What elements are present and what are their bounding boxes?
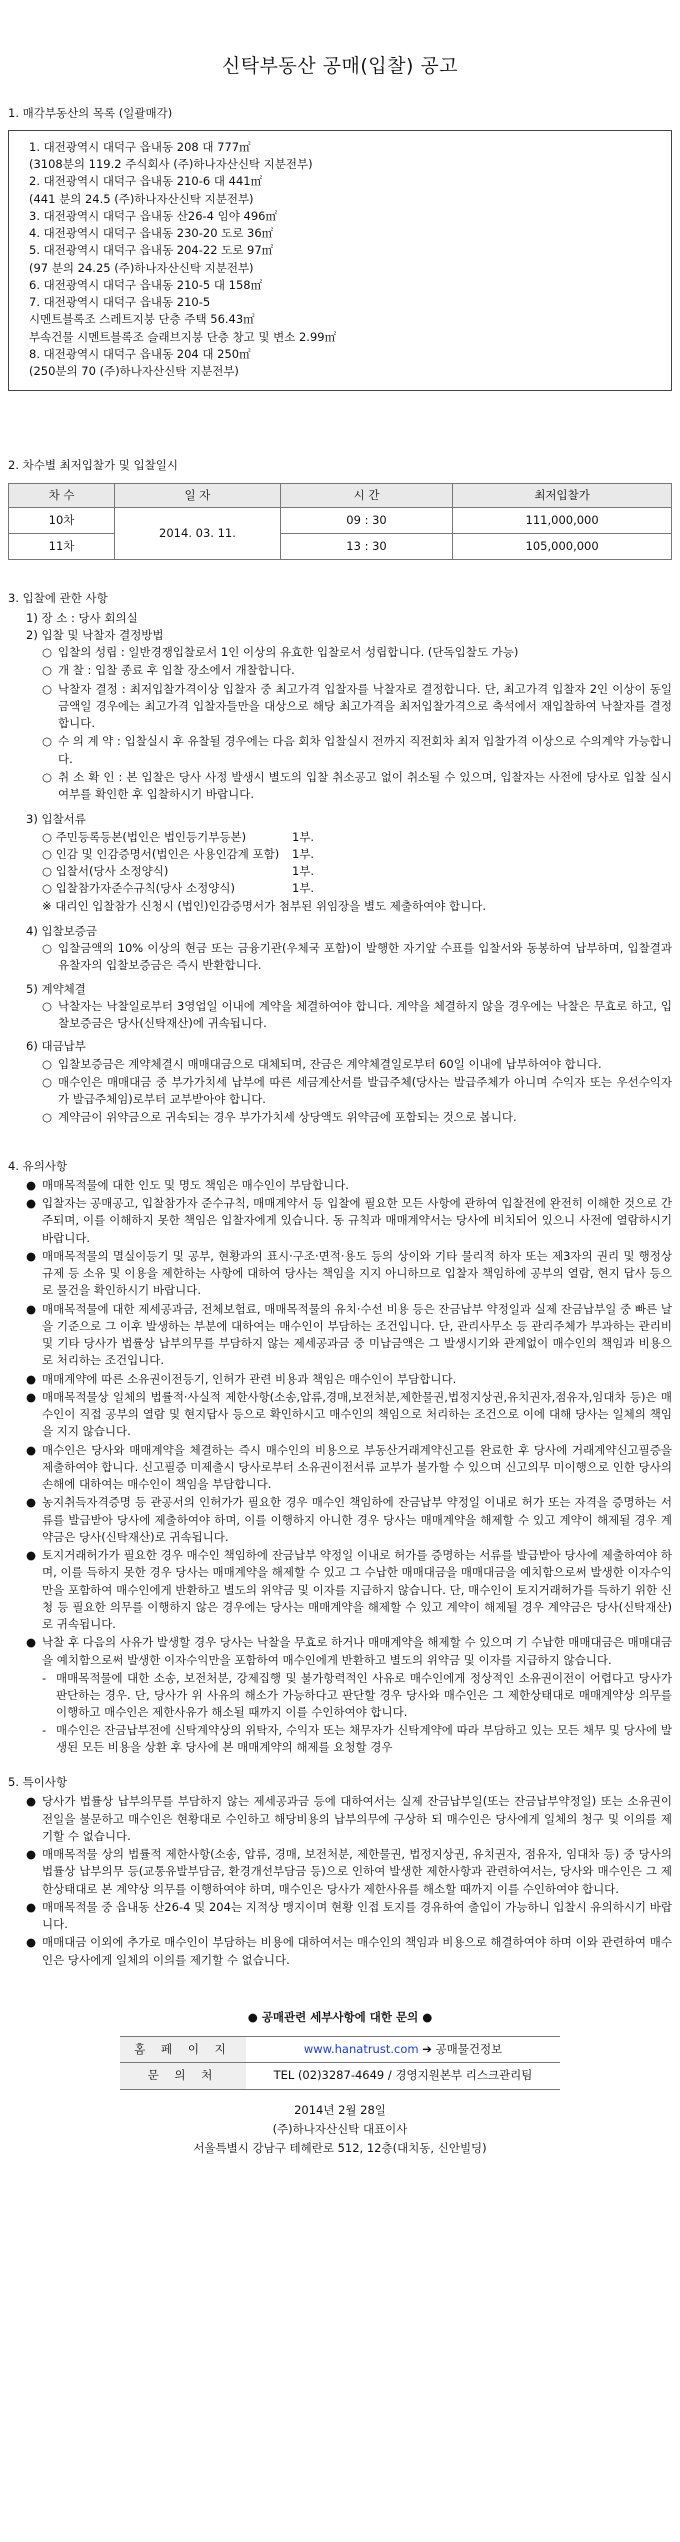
col-header-min-price: 최저입찰가 <box>453 483 672 507</box>
bid-doc-item: ○ 주민등록등본(법인은 법인등기부등본) 1부. <box>42 829 672 846</box>
special-item: ● 매매목적물 상의 법률적 제한사항(소송, 압류, 경매, 보전처분, 제한물권, 법정지상권, 유치권자, 점유자, 임대차 등) 중 당사의 법률상 납부의무 등(교통유발부담금, 환경개선부담금 등)으로 인하여 발생한 제한사항과 관련하여서는, 당사와 매수인은 그 제한상태대로 본 계약상 의무를 이행하여야 하며, 매수인은 당사가 제한사유를 해소할 때까지 이를 수인하여야 합니다. <box>26 1847 672 1896</box>
bid-method-heading: 2) 입찰 및 낙찰자 결정방법 <box>26 627 164 642</box>
bid-doc-item: ○ 입찰서(당사 소정양식) 1부. <box>42 863 672 880</box>
arrow-right-icon: ➔ <box>422 2042 432 2056</box>
special-item: ● 매매목적물 중 읍내동 산26-4 및 204는 지적상 맹지이며 현황 인접 토지를 경유하여 출입이 가능하니 입찰시 유의하시기 바랍니다. <box>26 1899 672 1931</box>
property-line: 2. 대전광역시 대덕구 읍내동 210-6 대 441㎡ <box>29 174 263 189</box>
payment-item: ○ 입찰보증금은 계약체결시 매매대금으로 대체되며, 잔금은 계약체결일로부터 60일 이내에 납부하여야 합니다. <box>42 1056 602 1071</box>
price-cell: 105,000,000 <box>453 534 672 560</box>
company-address: 서울특별시 강남구 테헤란로 512, 12층(대치동, 신안빌딩) <box>193 2141 487 2155</box>
caution-item: ● 농지취득자격증명 등 관공서의 인허가가 필요한 경우 매수인 책임하에 잔금납부 약정일 이내로 허가 또는 자격을 증명하는 서류를 발급받아 당사에 제출하여야 하며, 이를 이행하지 아니한 경우 당사는 매매계약을 해제할 수 있고 계약이 해제될 경우 계약금은 당사(신탁재산)로 귀속됩니다. <box>26 1495 672 1544</box>
homepage-label: 홈 페 이 지 <box>120 2037 246 2063</box>
property-line: (3108분의 119.2 주식회사 (주)하나자산신탁 지분전부) <box>29 157 313 171</box>
bid-method-item: ○ 개 찰 : 입찰 종료 후 입찰 장소에서 개찰합니다. <box>42 663 295 678</box>
homepage-value <box>246 2037 560 2063</box>
caution-item: ● 매매목적물에 대한 제세공과금, 전체보험료, 매매목적물의 유치·수선 비용 등은 잔금납부 약정일과 실제 잔금납부일 중 빠른 날을 기준으로 그 이후 발생하는 부분에 대하여는 매수인이 부담하는 조건입니다. 단, 관리사무소 등 관리주체가 부과하는 관리비 및 기타 당사가 법률상 납부의무를 부담하지 않는 제세공과금 중 미납금액은 그 발생시기와 관계없이 매수인의 책임과 비용으로 처리하는 조건입니다. <box>26 1301 672 1368</box>
bid-doc-item: ○ 입찰참가자준수규칙(당사 소정양식) 1부. <box>42 880 672 897</box>
caution-item: ● 매매목적물상 일체의 법률적·사실적 제한사항(소송,압류,경매,보전처분,제한물권,법정지상권,유치권자,점유자,임대차 등)은 매수인이 직접 공부의 열람 및 현지답사 등으로 확인하시고 매수인의 책임으로 처리하는 조건으로 이에 대해 당사는 일체의 책임을 지지 않습니다. <box>26 1389 672 1439</box>
caution-item: ● 매매목적물에 대한 인도 및 명도 책임은 매수인이 부담합니다. <box>26 1177 349 1192</box>
deposit-heading: 4) 입찰보증금 <box>26 923 98 938</box>
round-cell: 10차 <box>9 507 115 533</box>
bid-method-item: ○ 낙찰자 결정 : 최저입찰가격이상 입찰자 중 최고가격 입찰자를 낙찰자로 결정합니다. 단, 최고가격 입찰자 2인 이상이 동일금액일 경우에는 최고가격 입찰자들만을 대상으로 해당 최고가격을 최저입찰가격으로 축석에서 재입찰하여 낙찰자를 결정합니다. <box>42 681 672 730</box>
section3-heading: 3. 입찰에 관한 사항 <box>8 591 108 606</box>
section1-heading: 1. 매각부동산의 목록 (일괄매각) <box>8 105 173 120</box>
property-line: 5. 대전광역시 대덕구 읍내동 204-22 도로 97㎡ <box>29 243 274 258</box>
section4-heading: 4. 유의사항 <box>8 1158 68 1173</box>
property-line: (441 분의 24.5 (주)하나자산신탁 지분전부) <box>29 191 254 206</box>
bid-method-item: ○ 입찰의 성립 : 일반경쟁입찰로서 1인 이상의 유효한 입찰로서 성립합니다. (단독입찰도 가능) <box>42 645 519 659</box>
property-line: 6. 대전광역시 대덕구 읍내동 210-5 대 158㎡ <box>29 277 263 292</box>
bid-doc-item: ○ 인감 및 인감증명서(법인은 사용인감계 포함) 1부. <box>42 846 672 863</box>
price-cell: 111,000,000 <box>453 507 672 533</box>
notice-date: 2014년 2월 28일 <box>294 2102 386 2117</box>
special-item: ● 매매대금 이외에 추가로 매수인이 부담하는 비용에 대하여서는 매수인의 책임과 비용으로 해결하여야 하며 이와 관련하여 매수인은 당사에게 일체의 이의를 제기할 수 없습니다. <box>26 1935 672 1967</box>
col-header-date: 일 자 <box>115 483 281 507</box>
property-line: 7. 대전광역시 대덕구 읍내동 210-5 <box>29 295 211 309</box>
contact-value: TEL (02)3287-4649 / 경영지원본부 리스크관리팀 <box>246 2063 560 2089</box>
bid-place: 1) 장 소 : 당사 회의실 <box>26 610 138 625</box>
payment-heading: 6) 대금납부 <box>26 1039 86 1054</box>
table-row <box>9 534 672 560</box>
caution-sub-item: - 매수인은 잔금납부전에 신탁계약상의 위탁자, 수익자 또는 채무자가 신탁계약에 따라 부담하고 있는 모든 채무 및 당사에 발생된 모든 비용을 상환 후 당사에 본 매매계약의 해제를 요청할 경우 <box>42 1722 672 1754</box>
deposit-item: ○ 입찰금액의 10% 이상의 현금 또는 금융기관(우체국 포함)이 발행한 자기앞 수표를 입찰서와 동봉하여 납부하며, 입찰결과 유찰자의 입찰보증금은 즉시 반환합니다. <box>42 941 672 973</box>
section2-heading: 2. 차수별 최저입찰가 및 입찰일시 <box>8 458 179 473</box>
table-row <box>9 507 672 533</box>
caution-item: ● 매수인은 당사와 매매계약을 체결하는 즉시 매수인의 비용으로 부동산거래계약신고를 완료한 후 당사에 거래계약신고필증을 제출하여야 합니다. 신고필증 미제출시 당사로부터 소유권이전서류 교부가 불가할 수 있으며 신고의무 미이행으로 인한 당사의 손해에 대하여는 매수인이 책임을 부담합니다. <box>26 1442 672 1491</box>
caution-item: ● 입찰자는 공매공고, 입찰참가자 준수규칙, 매매계약서 등 입찰에 필요한 모든 사항에 관하여 입찰전에 완전히 이해한 것으로 간주되며, 이를 이해하지 못한 책임은 입찰자에게 있습니다. 동 규칙과 매매계약서는 당사에 비치되어 있으니 사전에 열람하시기 바랍니다. <box>26 1196 672 1245</box>
caution-item: ● 토지거래허가가 필요한 경우 매수인 책임하에 잔금납부 약정일 이내로 허가를 증명하는 서류를 발급받아 당사에 제출하여야 하며, 이를 득하지 못한 경우 당사는 매매계약을 해제할 수 있고 그 수납한 매매대금을 매매대금을 예치함으로써 발생한 이자수익만을 포함하여 매수인에게 반환하고 별도의 위약금 및 이자를 지급하지 않습니다. 단, 매수인이 토지거래허가를 득하기 위한 신청 등 필요한 의무를 이행하지 않은 경우에는 당사는 매매계약을 해제할 수 있고 계약이 해제될 경우 계약금은 당사(신탁재산)로 귀속됩니다. <box>26 1548 672 1631</box>
col-header-time: 시 간 <box>280 483 452 507</box>
caution-item: ● 매매목적물의 멸실이등기 및 공부, 현황과의 표시·구조·면적·용도 등의 상이와 기타 물리적 하자 또는 제3자의 권리 및 행정상 규제 등 소유 및 이용을 제한하는 사항에 대하여 당사는 책임을 지지 아니하므로 입찰자 책임하에 공부의 열람, 현지 답사 등으로 물건을 확인하시기 바랍니다. <box>26 1248 672 1298</box>
inquiry-heading: ● 공매관련 세부사항에 대한 문의 ● <box>247 2009 433 2024</box>
property-line: 1. 대전광역시 대덕구 읍내동 208 대 777㎡ <box>29 139 251 154</box>
special-item: ● 당사가 법률상 납부의무를 부담하지 않는 제세공과금 등에 대하여서는 실제 잔금납부일(또는 잔금납부약정일) 또는 소유권이전일을 불문하고 매수인은 현황대로 수인하고 해당비용의 납부의무에 구상하 되 매수인은 당사에게 일체의 청구 및 이의를 제기할 수 없습니다. <box>26 1794 672 1843</box>
payment-item: ○ 매수인은 매매대금 중 부가가치세 납부에 따른 세금계산서를 발급주체(당사는 발급주체가 아니며 수익자 또는 우선수익자가 발급주체임)로부터 교부받아야 합니다. <box>42 1074 672 1106</box>
bid-docs-heading: 3) 입찰서류 <box>26 812 86 827</box>
property-line: 시멘트블록조 스레트지붕 단층 주택 56.43㎡ <box>29 312 255 327</box>
table-row <box>120 2063 560 2089</box>
bid-schedule-table <box>8 483 672 561</box>
round-cell: 11차 <box>9 534 115 560</box>
time-cell: 09 : 30 <box>280 507 452 533</box>
col-header-round: 차 수 <box>9 483 115 507</box>
contract-item: ○ 낙찰자는 낙찰일로부터 3영업일 이내에 계약을 체결하여야 합니다. 계약을 체결하지 않을 경우에는 낙찰은 무효로 하고, 입찰보증금은 당사(신탁재산)에 귀속됩니다. <box>42 998 672 1030</box>
property-line: 8. 대전광역시 대덕구 읍내동 204 대 250㎡ <box>29 346 251 361</box>
bid-method-item: ○ 수 의 계 약 : 입찰실시 후 유찰될 경우에는 다음 회차 입찰실시 전까지 직전회차 최저 입찰가격 이상으로 수의계약 가능합니다. <box>42 734 673 766</box>
caution-item: ● 낙찰 후 다음의 사유가 발생할 경우 당사는 낙찰을 무효로 하거나 매매계약을 해제할 수 있으며 기 수납한 매매대금은 매매대금을 예치함으로써 발생한 이자수익만을 포함하여 매수인에게 반환하고 별도의 위약금 및 이자를 지급하지 않습니다. <box>26 1635 672 1667</box>
footer <box>8 2102 672 2158</box>
bid-docs-note: ※ 대리인 입찰참가 신청시 (법인)인감증명서가 첨부된 위임장을 별도 제출하여야 합니다. <box>42 898 486 913</box>
table-header-row <box>9 483 672 507</box>
property-list-box <box>8 130 672 392</box>
property-line: 부속건물 시멘트블록조 슬래브지붕 단층 창고 및 변소 2.99㎡ <box>29 329 337 344</box>
homepage-path: 공매물건정보 <box>435 2042 503 2056</box>
property-line: 4. 대전광역시 대덕구 읍내동 230-20 도로 36㎡ <box>29 226 274 240</box>
company-name: (주)하나자산신탁 대표이사 <box>272 2121 408 2136</box>
caution-item: ● 매매계약에 따른 소유권이전등기, 인허가 관련 비용과 책임은 매수인이 부담합니다. <box>26 1371 457 1386</box>
property-line: (97 분의 24.25 (주)하나자산신탁 지분전부) <box>29 260 254 275</box>
bid-method-item: ○ 취 소 확 인 : 본 입찰은 당사 사정 발생시 별도의 입찰 취소공고 없이 취소될 수 있으며, 입찰자는 사전에 당사로 입찰 실시 여부를 확인한 후 입찰하시기 바랍니다. <box>42 769 673 801</box>
contract-heading: 5) 계약체결 <box>26 981 86 996</box>
time-cell: 13 : 30 <box>280 534 452 560</box>
section5-heading: 5. 특이사항 <box>8 1775 68 1789</box>
property-line: (250분의 70 (주)하나자산신탁 지분전부) <box>29 364 239 378</box>
contact-label: 문 의 처 <box>120 2063 246 2089</box>
property-line: 3. 대전광역시 대덕구 읍내동 산26-4 임야 496㎡ <box>29 208 277 223</box>
caution-sub-item: - 매매목적물에 대한 소송, 보전처분, 강제집행 및 불가항력적인 사유로 매수인에게 정상적인 소유권이전이 어렵다고 당사가 판단하는 경우. 단, 당사가 위 사유의 해소가 가능하다고 판단할 경우 당사와 매수인은 그 제한상태대로 매매계약상 의무를 이행하고 매수인은 제한사유가 해소될 때까지 이를 수인하여야 합니다. <box>42 1670 672 1720</box>
inquiry-table <box>120 2036 560 2090</box>
table-row <box>120 2037 560 2063</box>
homepage-link[interactable]: www.hanatrust.com <box>303 2042 419 2056</box>
date-cell: 2014. 03. 11. <box>115 507 281 560</box>
page-title: 신탁부동산 공매(입찰) 공고 <box>221 55 459 77</box>
payment-item: ○ 계약금이 위약금으로 귀속되는 경우 부가가치세 상당액도 위약금에 포함되는 것으로 봅니다. <box>42 1110 517 1125</box>
